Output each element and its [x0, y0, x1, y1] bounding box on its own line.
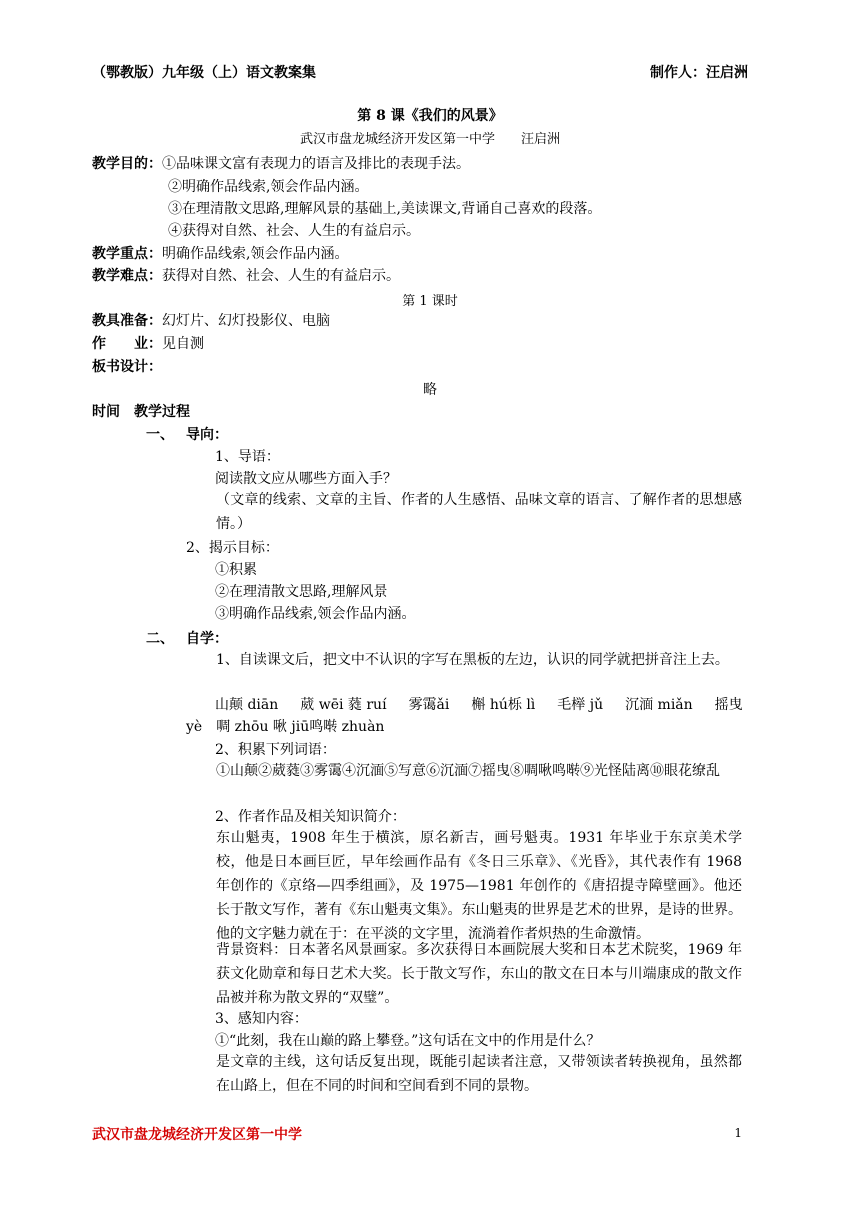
section-number: 二、 — [146, 631, 174, 647]
lesson-title: 第 8 课《我们的风景》 — [357, 108, 503, 124]
pinyin-word: 摇曳 — [714, 697, 743, 713]
pinyin-word: 山颠 diān — [215, 697, 279, 713]
author-heading: 2、作者作品及相关知识简介： — [215, 809, 406, 825]
key-point-line — [92, 243, 348, 263]
pinyin-word: 毛榉 jǔ — [557, 697, 604, 713]
difficulty-text: 获得对自然、社会、人生的有益启示。 — [162, 268, 400, 284]
objectives-label: 教学目的： — [92, 156, 162, 172]
tools-label: 教具准备： — [92, 313, 162, 329]
objective-item: ④获得对自然、社会、人生的有益启示。 — [168, 223, 420, 239]
section-title: 自学： — [186, 631, 228, 647]
author-bio-text: 东山魁夷，1908 年生于横滨，原名新吉，画号魁夷。1931 年毕业于东京美术学校，他是日本画巨匠，早年绘画作品有《冬日三乐章》、《光昏》，其代表作有 1968 年创作的《京络—四季组画》，及 1975—1981 年创作的《唐招提寺障壁画》。他还长于散文写作，著有《东山魁夷文集》。东山魁夷的世界是艺术的世界，是诗的世界。他的文字魅力就在于：在平淡的文字里，流淌着作者炽热的生命激情。 — [216, 830, 742, 942]
pinyin-word: 雾霭ǎi — [408, 697, 450, 713]
self-study-instruction-text: 1、自读课文后，把文中不认识的字写在黑板的左边，认识的同学就把拼音注上去。 — [216, 652, 729, 668]
homework-text: 见自测 — [162, 336, 204, 352]
key-point-label: 教学重点： — [92, 246, 162, 262]
document-header-left: （鄂教版）九年级（上）语文教案集 — [92, 65, 316, 81]
vocab-list-text: ①山颠②葳蕤③雾霭④沉湎⑤写意⑥沉湎⑦摇曳⑧啁啾鸣啭⑨光怪陆离⑩眼花缭乱 — [216, 763, 720, 779]
process-header: 时间 教学过程 — [92, 404, 190, 420]
tools-line — [92, 310, 330, 330]
goals-heading: 2、揭示目标： — [186, 540, 279, 556]
pinyin-line-2: yè 啁 zhōu 啾 jiū鸣啭 zhuàn — [186, 719, 385, 735]
pinyin-word: 葳 wēi 蕤 ruí — [300, 697, 387, 713]
pinyin-line — [215, 694, 765, 714]
vocab-heading: 2、积累下列词语： — [215, 742, 336, 758]
objective-item: ②明确作品线索,领会作品内涵。 — [168, 179, 369, 195]
pinyin-word: 槲 hú栎 lì — [471, 697, 536, 713]
answer-1 — [186, 1050, 742, 1098]
document-header-right: 制作人：汪启洲 — [650, 65, 748, 81]
lesson-subtitle: 武汉市盘龙城经济开发区第一中学 汪启洲 — [299, 132, 560, 147]
intro-answer-text: （文章的线索、文章的主旨、作者的人生感悟、品味文章的语言、了解作者的思想感情。） — [216, 492, 742, 532]
board-design-text: 略 — [423, 382, 437, 398]
objective-item: ③在理清散文思路,理解风景的基础上,美读课文,背诵自己喜欢的段落。 — [168, 201, 602, 217]
tools-text: 幻灯片、幻灯投影仪、电脑 — [162, 313, 330, 329]
vocab-list — [186, 759, 742, 783]
section-number: 一、 — [146, 427, 174, 443]
footer-school: 武汉市盘龙城经济开发区第一中学 — [92, 1127, 302, 1143]
homework-line — [92, 333, 204, 353]
answer-1-text: 是文章的主线，这句话反复出现，既能引起读者注意，又带领读者转换视角，虽然都在山路上，但在不同的时间和空间看到不同的景物。 — [216, 1054, 742, 1094]
key-point-text: 明确作品线索,领会作品内涵。 — [162, 246, 349, 262]
intro-question: 阅读散文应从哪些方面入手？ — [215, 471, 397, 487]
goal-item: ③明确作品线索,领会作品内涵。 — [215, 606, 416, 622]
board-design-label: 板书设计： — [92, 359, 162, 375]
homework-label: 作 业： — [92, 336, 162, 352]
board-design-line — [92, 356, 162, 376]
author-bio — [186, 826, 742, 946]
objective-item: ①品味课文富有表现力的语言及排比的表现手法。 — [162, 156, 470, 172]
self-study-instruction — [186, 648, 742, 672]
goal-item: ①积累 — [215, 562, 257, 578]
intro-heading: 1、导语： — [215, 449, 280, 465]
page-number: 1 — [734, 1126, 742, 1140]
difficulty-label: 教学难点： — [92, 268, 162, 284]
background-info-text: 背景资料：日本著名风景画家。多次获得日本画院展大奖和日本艺术院奖，1969 年获文化勋章和每日艺术大奖。长于散文写作，东山的散文在日本与川端康成的散文作品被并称为散文界的“双璧”。 — [216, 942, 742, 1006]
background-info — [186, 938, 742, 1010]
intro-answer — [186, 488, 742, 536]
pinyin-word: 沉湎 miǎn — [625, 697, 693, 713]
question-1: ①“此刻，我在山巅的路上攀登。”这句话在文中的作用是什么？ — [215, 1033, 601, 1049]
objectives-line-1 — [92, 153, 470, 173]
lesson-period: 第 1 课时 — [402, 294, 458, 309]
difficulty-line — [92, 265, 400, 285]
goal-item: ②在理清散文思路,理解风景 — [215, 584, 388, 600]
perceive-heading: 3、感知内容： — [215, 1011, 308, 1027]
section-title: 导向： — [186, 427, 228, 443]
